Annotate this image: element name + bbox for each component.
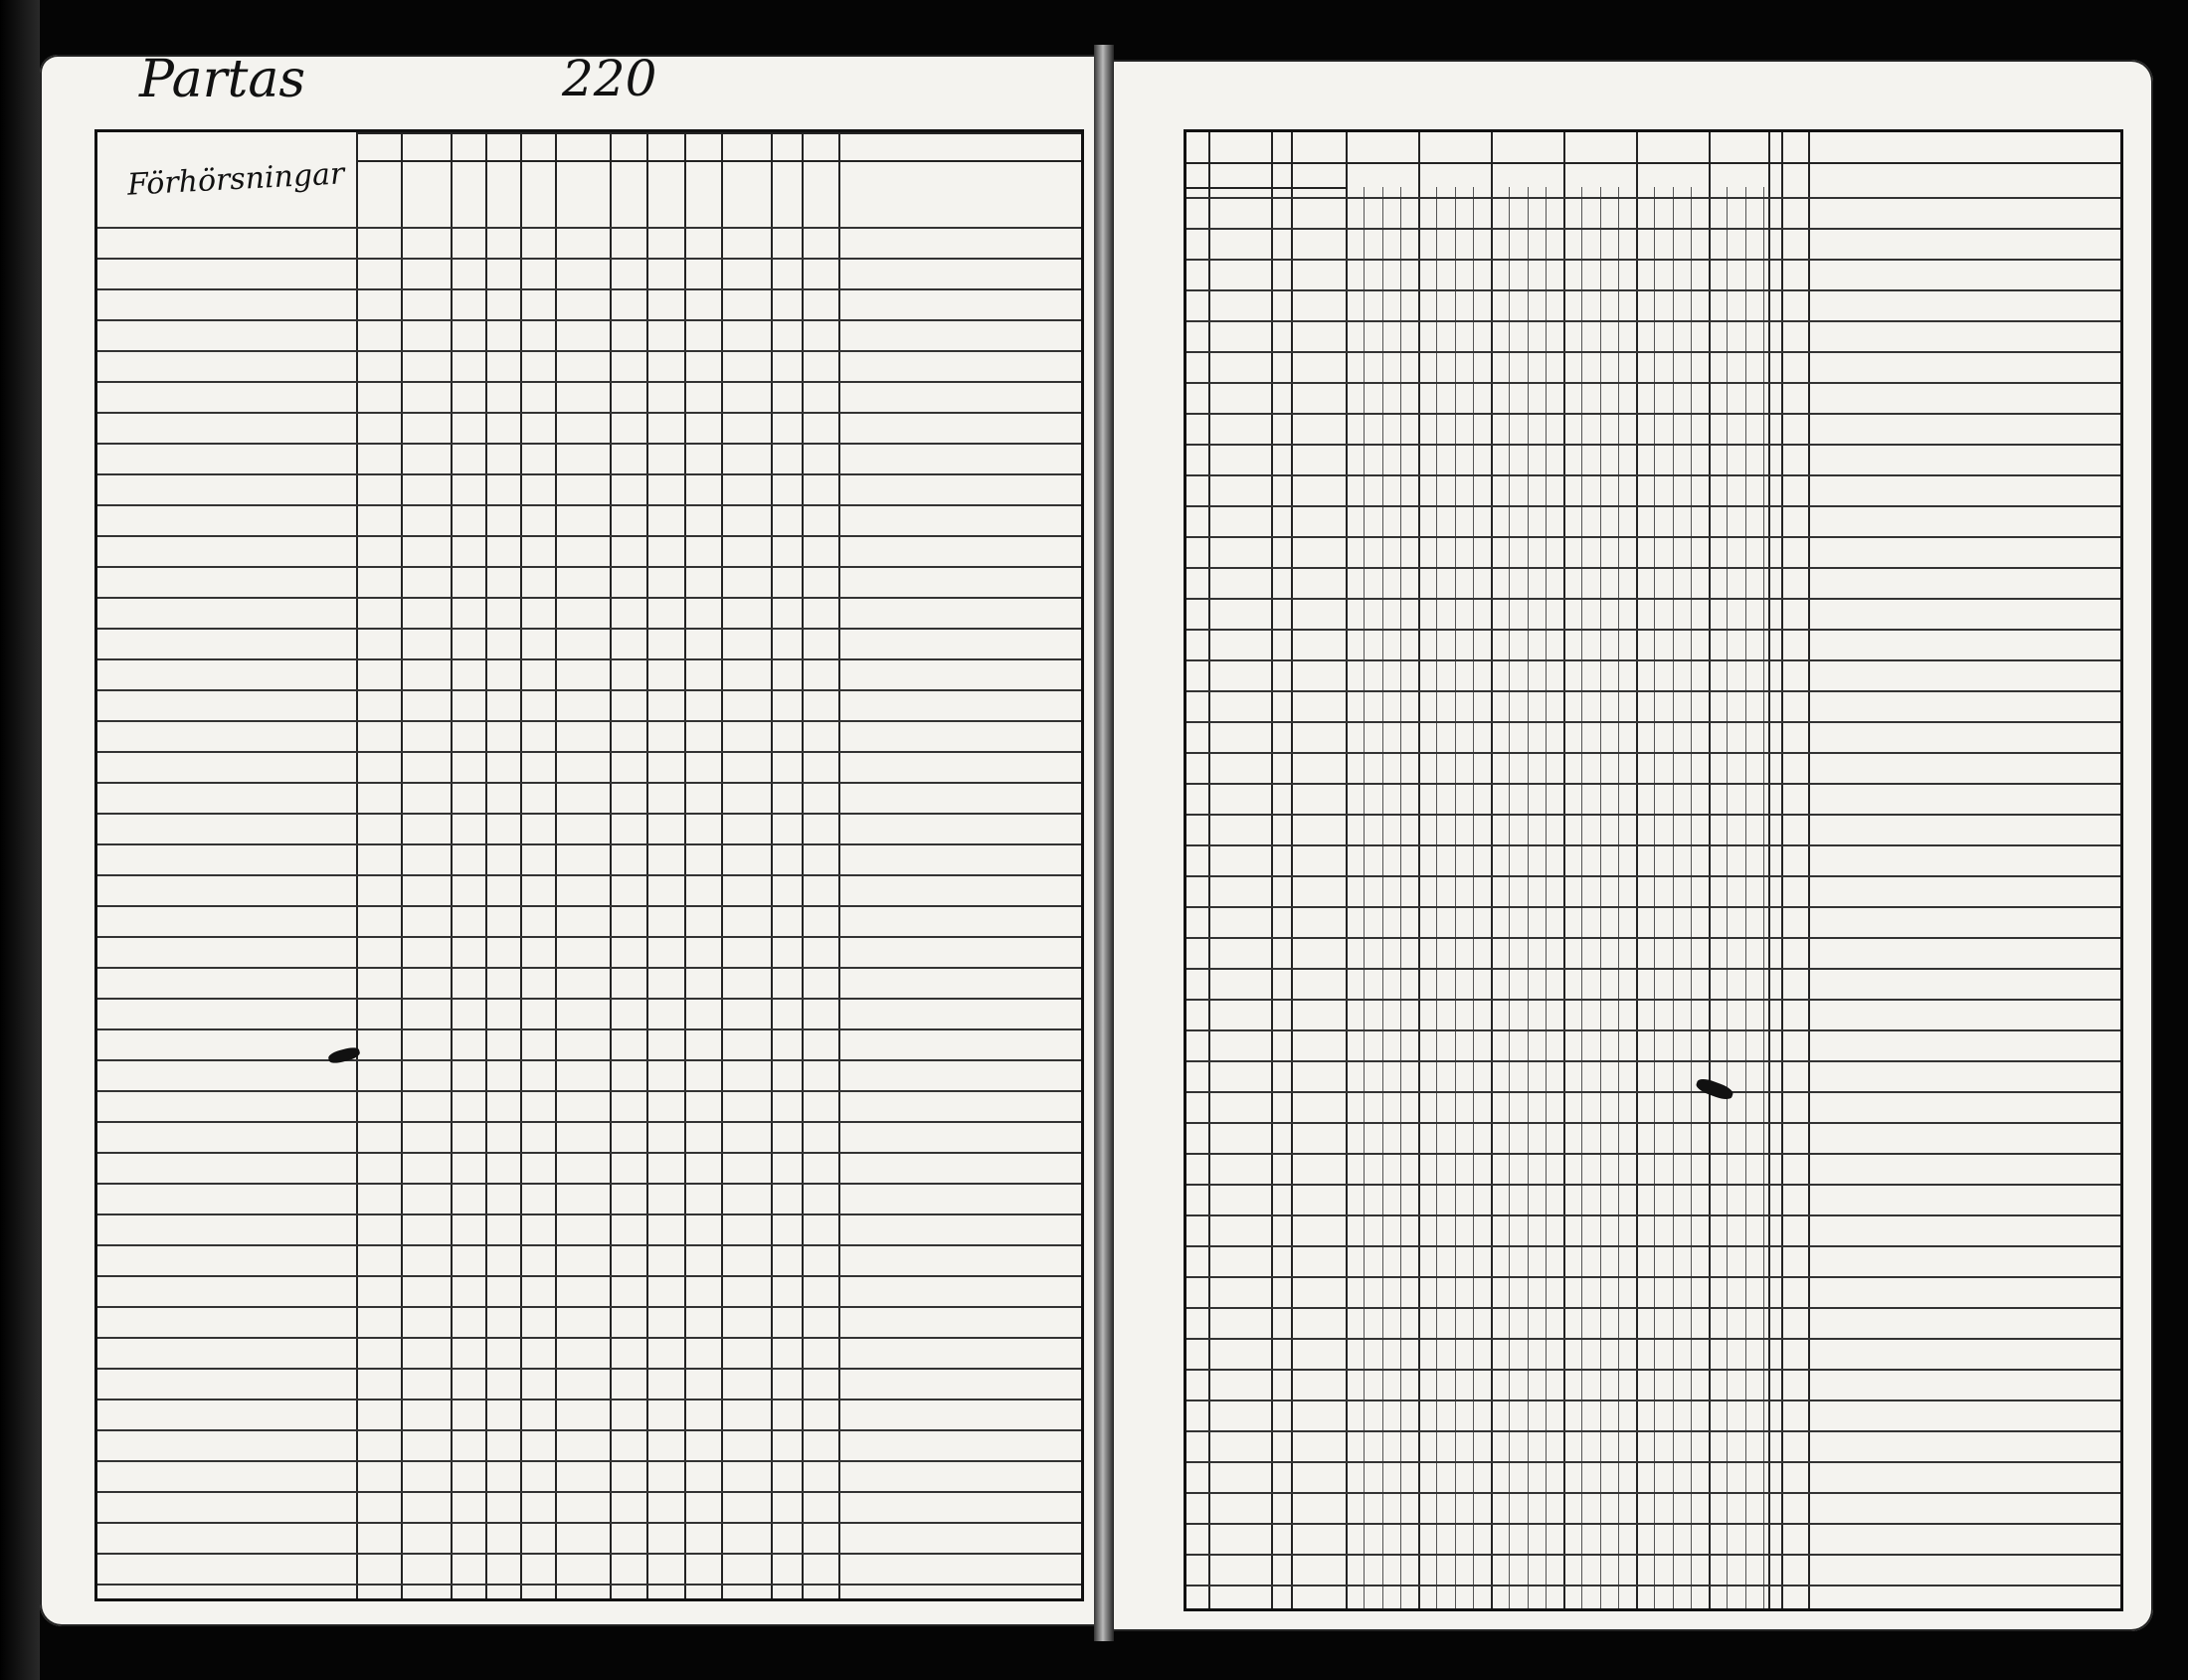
row-rule — [97, 751, 1081, 753]
header-divider — [356, 212, 1081, 213]
row-rule — [1186, 1369, 2120, 1371]
row-rule — [1186, 814, 2120, 816]
row-rule — [97, 967, 1081, 969]
row-rule — [1186, 1276, 2120, 1278]
row-rule — [97, 1244, 1081, 1246]
row-rule — [1186, 752, 2120, 754]
column-divider — [1636, 132, 1638, 1608]
row-rule — [1186, 228, 2120, 230]
row-rule — [97, 689, 1081, 691]
row-rule — [1186, 444, 2120, 446]
row-rule — [97, 1090, 1081, 1092]
column-divider — [1491, 132, 1493, 1608]
column-divider — [1208, 132, 1210, 1608]
header-divider — [356, 132, 1081, 134]
column-divider — [1709, 132, 1711, 1608]
book-binding — [1094, 45, 1114, 1641]
row-rule — [1186, 906, 2120, 908]
row-rule — [1186, 598, 2120, 600]
column-divider — [610, 132, 612, 1598]
column-divider — [838, 132, 840, 1598]
year-subcolumn — [1618, 187, 1619, 1608]
column-divider — [802, 132, 804, 1598]
year-subcolumn — [1654, 187, 1655, 1608]
row-rule — [97, 1275, 1081, 1277]
row-rule — [97, 720, 1081, 722]
row-rule — [1186, 659, 2120, 661]
column-divider — [1563, 132, 1565, 1608]
row-rule — [1186, 567, 2120, 569]
column-divider — [1291, 132, 1293, 1608]
row-rule — [1186, 1060, 2120, 1062]
year-subcolumn — [1600, 187, 1601, 1608]
column-divider — [1271, 132, 1273, 1608]
row-rule — [1186, 629, 2120, 631]
row-rule — [1186, 1307, 2120, 1309]
row-rule — [1186, 1492, 2120, 1494]
row-rule — [1186, 259, 2120, 261]
column-divider — [520, 132, 522, 1598]
column-divider — [1418, 132, 1420, 1608]
row-rule — [1186, 844, 2120, 846]
header-divider — [1186, 162, 2120, 164]
row-rule — [1186, 1554, 2120, 1556]
row-rule — [1186, 505, 2120, 507]
row-rule — [97, 535, 1081, 537]
year-subcolumn — [1382, 187, 1383, 1608]
row-rule — [97, 319, 1081, 321]
column-divider — [771, 132, 773, 1598]
row-rule — [97, 443, 1081, 445]
year-subcolumn — [1528, 187, 1529, 1608]
column-divider — [1808, 132, 1810, 1608]
row-rule — [97, 813, 1081, 815]
row-rule — [97, 288, 1081, 290]
row-rule — [97, 782, 1081, 784]
year-subcolumn — [1727, 187, 1728, 1608]
row-rule — [97, 597, 1081, 599]
row-rule — [1186, 1214, 2120, 1216]
row-rule — [97, 1399, 1081, 1400]
year-subcolumn — [1400, 187, 1401, 1608]
row-rule — [1186, 1400, 2120, 1401]
ink-blot — [1695, 1076, 1734, 1102]
year-subcolumn — [1546, 187, 1547, 1608]
row-rule — [1186, 968, 2120, 970]
row-rule — [1186, 1184, 2120, 1186]
row-rule — [1186, 320, 2120, 322]
row-rule — [97, 1337, 1081, 1339]
row-rule — [97, 874, 1081, 876]
book-spine — [0, 0, 40, 1680]
parish-title: Partas — [139, 50, 306, 109]
page-number: 220 — [562, 50, 657, 107]
row-rule — [1186, 721, 2120, 723]
year-subcolumn — [1436, 187, 1437, 1608]
row-rule — [97, 381, 1081, 383]
row-rule — [1186, 536, 2120, 538]
row-rule — [97, 843, 1081, 845]
row-rule — [1186, 1153, 2120, 1155]
row-rule — [97, 1553, 1081, 1555]
column-divider — [401, 132, 403, 1598]
row-rule — [97, 412, 1081, 414]
header-divider — [1186, 187, 1346, 189]
row-rule — [97, 1028, 1081, 1030]
row-rule — [97, 1306, 1081, 1308]
column-divider — [1768, 132, 1770, 1608]
row-rule — [97, 1183, 1081, 1185]
row-rule — [1186, 690, 2120, 692]
row-rule — [1186, 875, 2120, 877]
column-divider — [1781, 132, 1783, 1608]
row-rule — [1186, 351, 2120, 353]
column-divider — [555, 132, 557, 1598]
year-subcolumn — [1673, 187, 1674, 1608]
row-rule — [97, 1213, 1081, 1215]
year-subcolumn — [1364, 187, 1365, 1608]
year-subcolumn — [1473, 187, 1474, 1608]
column-divider — [684, 132, 686, 1598]
row-rule — [97, 1491, 1081, 1493]
right-page — [1109, 60, 2153, 1631]
column-divider — [646, 132, 648, 1598]
row-rule — [1186, 382, 2120, 384]
row-rule — [1186, 783, 2120, 785]
column-divider — [485, 132, 487, 1598]
row-rule — [1186, 1523, 2120, 1525]
left-page — [40, 50, 1104, 1626]
row-rule — [1186, 289, 2120, 291]
row-rule — [1186, 1338, 2120, 1340]
examination-table — [94, 129, 1084, 1601]
column-title-examinations: Förhörsningar — [126, 156, 346, 203]
row-rule — [1186, 937, 2120, 939]
row-rule — [97, 504, 1081, 506]
row-rule — [97, 258, 1081, 260]
row-rule — [97, 1522, 1081, 1524]
year-subcolumn — [1745, 187, 1746, 1608]
row-rule — [1186, 999, 2120, 1001]
year-subcolumn — [1763, 187, 1764, 1608]
row-rule — [1186, 413, 2120, 415]
year-subcolumn — [1509, 187, 1510, 1608]
row-rule — [97, 566, 1081, 568]
row-rule — [97, 628, 1081, 630]
row-rule — [1186, 1430, 2120, 1432]
row-rule — [97, 1460, 1081, 1462]
row-rule — [1186, 197, 2120, 199]
register-table — [1184, 129, 2123, 1611]
row-rule — [97, 1368, 1081, 1370]
header-divider — [356, 160, 1081, 162]
row-rule — [1186, 474, 2120, 476]
row-rule — [1186, 1091, 2120, 1093]
row-rule — [1186, 1585, 2120, 1587]
row-rule — [97, 227, 1081, 229]
row-rule — [97, 1429, 1081, 1431]
row-rule — [1186, 1245, 2120, 1247]
row-rule — [97, 936, 1081, 938]
row-rule — [97, 1121, 1081, 1123]
row-rule — [97, 1584, 1081, 1586]
row-rule — [97, 473, 1081, 475]
column-divider — [356, 132, 358, 1598]
row-rule — [97, 658, 1081, 660]
row-rule — [1186, 1122, 2120, 1124]
column-divider — [721, 132, 723, 1598]
row-rule — [1186, 1461, 2120, 1463]
year-subcolumn — [1455, 187, 1456, 1608]
row-rule — [97, 1152, 1081, 1154]
column-divider — [451, 132, 453, 1598]
row-rule — [97, 350, 1081, 352]
year-subcolumn — [1581, 187, 1582, 1608]
row-rule — [1186, 1029, 2120, 1031]
year-subcolumn — [1691, 187, 1692, 1608]
row-rule — [97, 905, 1081, 907]
row-rule — [97, 1059, 1081, 1061]
row-rule — [97, 998, 1081, 1000]
column-divider — [1346, 132, 1348, 1608]
